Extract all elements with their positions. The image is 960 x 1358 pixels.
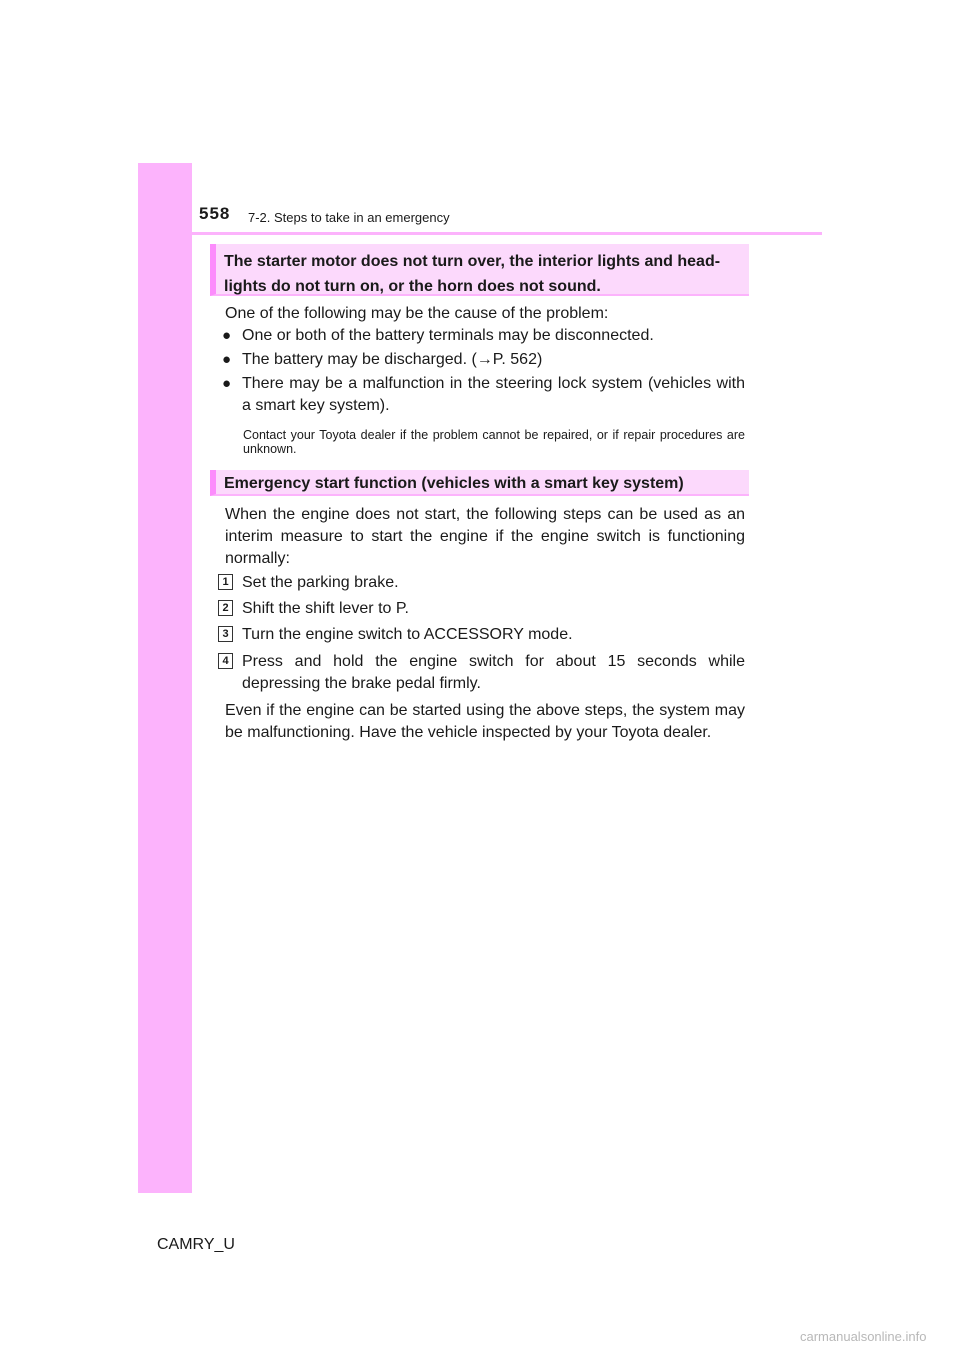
section2-closing: Even if the engine can be started using the above steps, the system may be malfunctioning. Have the vehicle inspected by your Toyota dealer. — [225, 702, 745, 741]
step-number: 4 — [218, 653, 233, 669]
step-item — [218, 624, 745, 646]
step-text: Press and hold the engine switch for about 15 seconds while depressing the brake pedal firmly. — [242, 653, 745, 692]
list-item — [222, 325, 745, 347]
bullet-icon: ● — [222, 375, 232, 392]
section1-note: Contact your Toyota dealer if the problem cannot be repaired, or if repair procedures are unknown. — [243, 428, 745, 456]
bullet-icon: ● — [222, 351, 232, 368]
section-title: 7-2. Steps to take in an emergency — [248, 210, 450, 225]
section1-intro: One of the following may be the cause of the problem: — [225, 305, 609, 322]
side-band — [138, 163, 192, 1193]
bullet-text: There may be a malfunction in the steering lock system (vehicles with a smart key system). — [242, 375, 745, 414]
list-item — [222, 373, 745, 417]
list-item — [222, 349, 745, 371]
page-number: 558 — [199, 204, 231, 223]
bullet-text: The battery may be discharged. (→P. 562) — [242, 351, 543, 368]
header-rule — [192, 232, 822, 235]
step-text: Set the parking brake. — [242, 574, 399, 591]
watermark: carmanualsonline.info — [800, 1329, 927, 1344]
step-item — [218, 598, 745, 620]
heading-emergency-start: Emergency start function (vehicles with a smart key system) — [210, 470, 749, 496]
step-number: 3 — [218, 626, 233, 642]
step-item — [218, 572, 745, 594]
heading-starter-motor: The starter motor does not turn over, the interior lights and head-lights do not turn on, or the horn does not sound. — [210, 244, 749, 296]
footer-model: CAMRY_U — [157, 1236, 235, 1253]
bullet-text: One or both of the battery terminals may be disconnected. — [242, 327, 654, 344]
step-number: 2 — [218, 600, 233, 616]
bullet-icon: ● — [222, 327, 232, 344]
step-text: Shift the shift lever to P. — [242, 600, 409, 617]
section2-intro: When the engine does not start, the following steps can be used as an interim measure to start the engine if the engine switch is functioning normally: — [225, 506, 745, 567]
step-item — [218, 651, 745, 695]
step-number: 1 — [218, 574, 233, 590]
step-text: Turn the engine switch to ACCESSORY mode. — [242, 626, 573, 643]
